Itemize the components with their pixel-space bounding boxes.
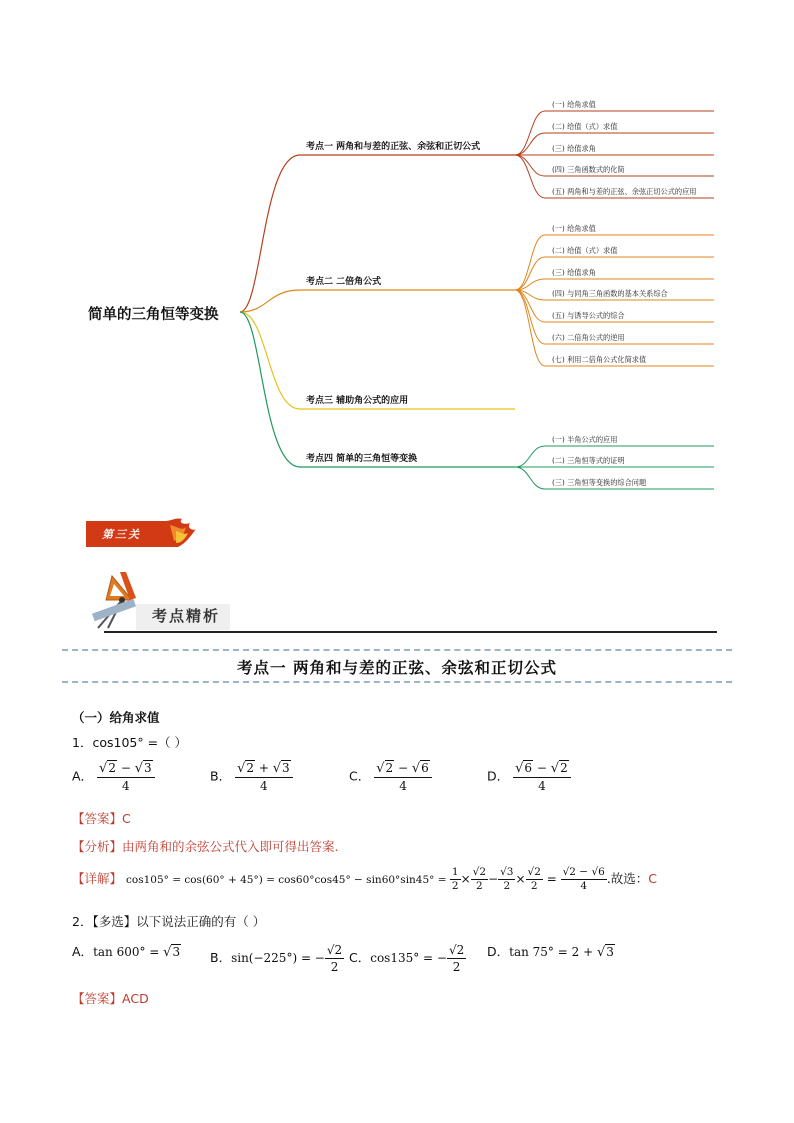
mindmap-leaf: (二) 三角恒等式的证明	[552, 456, 625, 465]
mindmap-branch-4: 考点四 简单的三角恒等变换	[306, 454, 418, 464]
dashed-divider-top	[62, 649, 732, 651]
fraction: $\frac{√2 - √3}{4}$	[97, 760, 155, 794]
section-header-title: 考点精析	[152, 607, 221, 625]
mindmap-root: 简单的三角恒等变换	[88, 307, 219, 323]
q2-option-b[interactable]: B．sin(−225°) = − $\frac{√2}{2}$	[210, 943, 343, 974]
option-label: A．	[72, 768, 94, 784]
option-label: B．	[210, 768, 232, 784]
subsection-title: （一）给角求值	[72, 710, 160, 725]
q1-option-a[interactable]	[72, 760, 155, 794]
q1-option-b[interactable]	[210, 760, 293, 794]
q2-answer: 【答案】ACD	[72, 991, 149, 1006]
q1-stem: 1．cos105° =（ ）	[72, 735, 188, 750]
mindmap-branch-2: 考点二 二倍角公式	[306, 277, 382, 287]
banner-text: 第三关	[102, 528, 141, 541]
mindmap-leaf: (一) 给角求值	[552, 224, 596, 233]
q2-option-c[interactable]: C．cos135° = − $\frac{√2}{2}$	[349, 943, 465, 974]
mindmap-leaf: (三) 给值求角	[552, 144, 596, 153]
mindmap-branch-3: 考点三 辅助角公式的应用	[306, 396, 409, 406]
q2-option-d[interactable]: D．tan 75° = 2 + √3	[487, 944, 614, 960]
q1-option-c[interactable]	[349, 760, 432, 794]
q1-option-d[interactable]	[487, 760, 571, 794]
section-header-rule	[104, 631, 717, 633]
fraction: $\frac{√6 - √2}{4}$	[513, 760, 571, 794]
q2-stem: 2．【多选】以下说法正确的有（ ）	[72, 914, 266, 929]
dashed-divider-bottom	[62, 681, 732, 683]
level-banner	[86, 517, 196, 551]
q1-detail: 【详解】 cos105° = cos(60° + 45°) = cos60°cos45° − sin60°sin45° = $\frac{1}{2}$ × $\frac{√2}{2}$ − $\frac{√3}{2}$ × $\frac{√2}{2}$ = $\frac{√2 - √6}{4}$ .故选：C	[72, 866, 658, 892]
section-title: 考点一 两角和与差的正弦、余弦和正切公式	[237, 658, 557, 677]
mindmap-leaf: (五) 两角和与差的正弦、余弦正切公式的应用	[552, 187, 697, 196]
option-label: D．	[487, 768, 510, 784]
option-label: C．	[349, 768, 371, 784]
mindmap-leaf: (四) 与同角三角函数的基本关系综合	[552, 289, 668, 298]
mindmap-leaf: (三) 给值求角	[552, 268, 596, 277]
mindmap-leaf: (一) 给角求值	[552, 100, 596, 109]
mindmap-leaf: (七) 利用二倍角公式化简求值	[552, 355, 647, 364]
fraction: $\frac{√2 - √6}{4}$	[374, 760, 432, 794]
mindmap-leaf: (六) 二倍角公式的逆用	[552, 333, 625, 342]
mindmap-lines	[0, 0, 794, 500]
q2-option-a[interactable]: A．tan 600° = √3	[72, 944, 181, 960]
q1-analysis: 【分析】由两角和的余弦公式代入即可得出答案.	[72, 839, 339, 854]
q1-answer: 【答案】C	[72, 811, 131, 826]
mindmap-leaf: (三) 三角恒等变换的综合问题	[552, 478, 647, 487]
fraction: $\frac{√2 + √3}{4}$	[235, 760, 293, 794]
mindmap-leaf: (五) 与诱导公式的综合	[552, 311, 625, 320]
mindmap-leaf: (二) 给值（式）求值	[552, 122, 618, 131]
mindmap-branch-1: 考点一 两角和与差的正弦、余弦和正切公式	[306, 142, 481, 152]
mindmap-leaf: (四) 三角函数式的化简	[552, 165, 625, 174]
mindmap-leaf: (一) 半角公式的应用	[552, 435, 618, 444]
mindmap-leaf: (二) 给值（式）求值	[552, 246, 618, 255]
